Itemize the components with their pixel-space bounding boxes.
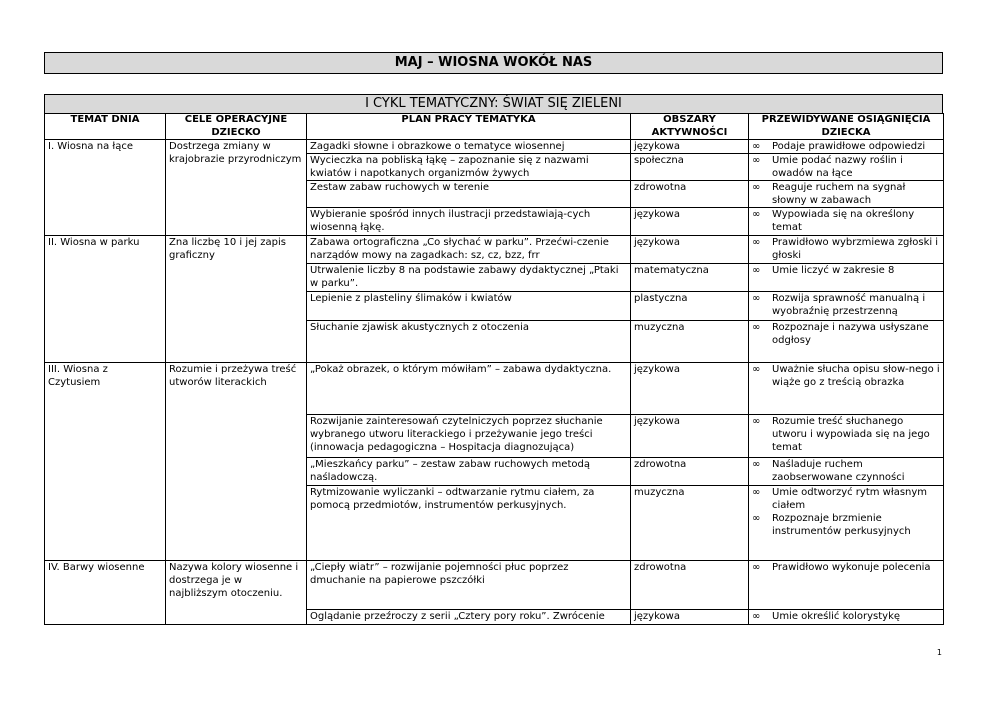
achievement-item: ∞ Rozumie treść słuchanego utworu i wypowiada się na jego temat [752,415,940,454]
plan-cell: Lepienie z plasteliny ślimaków i kwiatów [307,292,631,321]
plan-cell: „Ciepły wiatr” – rozwijanie pojemności płuc poprzez dmuchanie na papierowe pszczółki [307,561,631,610]
plan-cell: Słuchanie zjawisk akustycznych z otoczenia [307,321,631,363]
area-cell: zdrowotna [631,561,749,610]
area-cell: społeczna [631,154,749,181]
achievement-cell [749,181,944,208]
header-obszary: OBSZARY AKTYWNOŚCI [631,114,749,140]
area-cell: językowa [631,236,749,264]
plan-cell: Zabawa ortograficzna „Co słychać w parku”. Przećwi-czenie narządów mowy na zagadkach: sz, cz, bzz, frr [307,236,631,264]
achievement-item: ∞ Umie określić kolorystykę [752,610,940,623]
area-cell: plastyczna [631,292,749,321]
day-goal: Zna liczbę 10 i jej zapis graficzny [166,236,307,363]
day-topic: IV. Barwy wiosenne [45,561,166,625]
day-topic: III. Wiosna z Czytusiem [45,363,166,561]
achievement-cell [749,292,944,321]
achievement-item: ∞ Umie liczyć w zakresie 8 [752,264,940,277]
table-row [45,140,944,154]
achievement-item: ∞ Rozpoznaje i nazywa usłyszane odgłosy [752,321,940,347]
achievement-item: ∞ Naśladuje ruchem zaobserwowane czynności [752,458,940,484]
area-cell: językowa [631,208,749,236]
plan-cell: „Mieszkańcy parku” – zestaw zabaw ruchowych metodą naśladowczą. [307,458,631,486]
area-cell: zdrowotna [631,181,749,208]
achievement-cell [749,208,944,236]
area-cell: językowa [631,363,749,415]
achievement-cell [749,486,944,561]
lesson-plan-table [44,113,944,625]
plan-cell: „Pokaż obrazek, o którym mówiłam” – zabawa dydaktyczna. [307,363,631,415]
plan-cell: Wybieranie spośród innych ilustracji przedstawiają-cych wiosenną łąkę. [307,208,631,236]
plan-cell: Rytmizowanie wyliczanki – odtwarzanie rytmu ciałem, za pomocą przedmiotów, instrumentów perkusyjnych. [307,486,631,561]
area-cell: zdrowotna [631,458,749,486]
day-goal: Rozumie i przeżywa treść utworów literackich [166,363,307,561]
achievement-item: ∞ Rozwija sprawność manualną i wyobraźnię przestrzenną [752,292,940,318]
plan-cell: Zestaw zabaw ruchowych w terenie [307,181,631,208]
area-cell: matematyczna [631,264,749,292]
achievement-cell [749,610,944,625]
area-cell: językowa [631,610,749,625]
achievement-item: ∞ Wypowiada się na określony temat [752,208,940,234]
day-topic: I. Wiosna na łące [45,140,166,236]
achievement-cell [749,415,944,458]
cycle-title: I CYKL TEMATYCZNY: ŚWIAT SIĘ ZIELENI [44,94,943,113]
achievement-cell [749,458,944,486]
table-row [45,561,944,610]
page-title: MAJ – WIOSNA WOKÓŁ NAS [44,52,943,74]
table-row [45,236,944,264]
achievement-item: ∞ Podaje prawidłowe odpowiedzi [752,140,940,153]
achievement-cell [749,236,944,264]
header-temat: TEMAT DNIA [45,114,166,140]
achievement-item: ∞ Uważnie słucha opisu słow-nego i wiąże go z treścią obrazka [752,363,940,389]
plan-cell: Utrwalenie liczby 8 na podstawie zabawy dydaktycznej „Ptaki w parku”. [307,264,631,292]
achievement-cell [749,561,944,610]
header-osiagniecia: PRZEWIDYWANE OSIĄGNIĘCIA DZIECKA [749,114,944,140]
achievement-item: ∞ Reaguje ruchem na sygnał słowny w zabawach [752,181,940,207]
day-topic: II. Wiosna w parku [45,236,166,363]
area-cell: językowa [631,140,749,154]
achievement-cell [749,140,944,154]
achievement-cell [749,154,944,181]
plan-cell: Zagadki słowne i obrazkowe o tematyce wiosennej [307,140,631,154]
area-cell: językowa [631,415,749,458]
achievement-cell [749,264,944,292]
day-goal: Nazywa kolory wiosenne i dostrzega je w najbliższym otoczeniu. [166,561,307,625]
header-cele: CELE OPERACYJNE DZIECKO [166,114,307,140]
area-cell: muzyczna [631,486,749,561]
table-row [45,363,944,415]
plan-cell: Wycieczka na pobliską łąkę – zapoznanie się z nazwami kwiatów i napotkanych organizmów żywych [307,154,631,181]
achievement-item: ∞ Rozpoznaje brzmienie instrumentów perkusyjnych [752,512,940,538]
plan-cell: Rozwijanie zainteresowań czytelniczych poprzez słuchanie wybranego utworu literackiego i przeżywanie jego treści (innowacja pedagogiczna – Hospitacja diagnozująca) [307,415,631,458]
achievement-cell [749,363,944,415]
achievement-item: ∞ Umie odtworzyć rytm własnym ciałem [752,486,940,512]
header-plan: PLAN PRACY TEMATYKA [307,114,631,140]
achievement-item: ∞ Umie podać nazwy roślin i owadów na łące [752,154,940,180]
plan-cell: Oglądanie przeźroczy z serii „Cztery pory roku”. Zwrócenie [307,610,631,625]
achievement-cell [749,321,944,363]
achievement-item: ∞ Prawidłowo wybrzmiewa zgłoski i głoski [752,236,940,262]
area-cell: muzyczna [631,321,749,363]
page-number: 1 [936,648,942,657]
day-goal: Dostrzega zmiany w krajobrazie przyrodniczym [166,140,307,236]
achievement-item: ∞ Prawidłowo wykonuje polecenia [752,561,940,574]
table-header-row [45,114,944,140]
